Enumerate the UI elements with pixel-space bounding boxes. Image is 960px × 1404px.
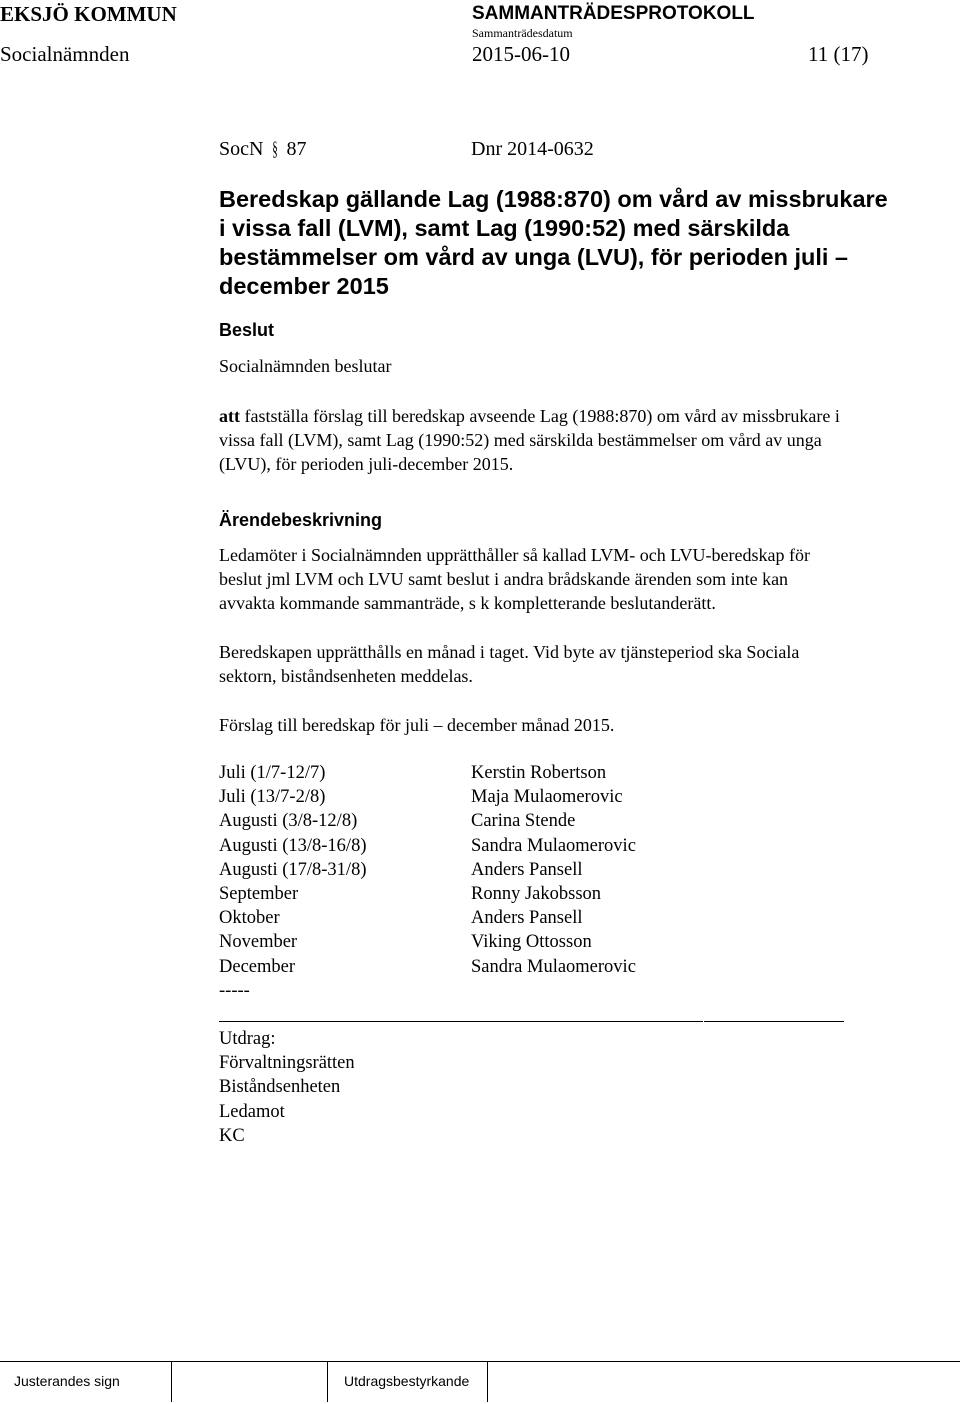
paragraph-line: beslut jml LVM och LVU samt beslut i andra brådskande ärenden som inte kan [219,569,789,589]
footer-separator [171,1362,172,1402]
schedule-person: Maja Mulaomerovic [471,787,623,808]
organization-name: EKSJÖ KOMMUN [0,2,177,26]
schedule-period: November [219,932,298,953]
schedule-period: Oktober [219,908,280,929]
schedule-end-marker: ----- [219,980,250,1001]
section-divider [219,1021,703,1022]
page-number: 11 (17) [808,42,869,66]
section-prefix: SocN [219,138,264,160]
schedule-person: Carina Stende [471,811,576,832]
section-number: 87 [286,138,307,160]
distribution-heading: Utdrag: [219,1029,276,1049]
decision-maker: Socialnämnden beslutar [219,356,392,376]
title-line: Beredskap gällande Lag (1988:870) om vård av missbrukare [219,186,888,212]
schedule-persons [471,761,636,979]
schedule-person: Anders Pansell [471,908,583,929]
title-line: december 2015 [219,273,389,299]
paragraph-line: Beredskapen upprätthålls en månad i taget. Vid byte av tjänsteperiod ska Sociala [219,642,800,662]
paragraph-line: Förslag till beredskap för juli – december månad 2015. [219,715,615,735]
schedule-person: Anders Pansell [471,859,583,880]
distribution-recipient: Ledamot [219,1101,285,1122]
signature-label: Justerandes sign [14,1373,120,1389]
decision-line [219,404,840,428]
schedule-periods [219,761,366,1003]
schedule-person: Viking Ottosson [471,932,592,953]
diary-number: Dnr 2014-0632 [471,138,594,160]
paragraph-line: Ledamöter i Socialnämnden upprätthåller så kallad LVM- och LVU-beredskap för [219,545,810,565]
schedule-period: Augusti (3/8-12/8) [219,811,358,832]
section-divider-accent [704,1021,844,1022]
meeting-date-label: Sammanträdesdatum [472,26,573,40]
document-type: SAMMANTRÄDESPROTOKOLL [472,3,755,24]
page-title [219,185,888,301]
schedule-period: September [219,884,299,905]
section-symbol: § [272,138,279,160]
distribution-recipient: KC [219,1125,245,1146]
committee-name: Socialnämnden [0,42,130,66]
paragraph-line: avvakta kommande sammanträde, s k kompletterande beslutanderätt. [219,593,716,613]
schedule-period: Juli (1/7-12/7) [219,763,326,783]
schedule-person: Kerstin Robertson [471,763,607,783]
schedule-period: Augusti (13/8-16/8) [219,835,367,856]
att-keyword: att [219,406,240,426]
title-line: i vissa fall (LVM), samt Lag (1990:52) med särskilda [219,215,790,241]
certification-label: Utdragsbestyrkande [344,1373,470,1389]
title-line: bestämmelser om vård av unga (LVU), för perioden juli – [219,244,848,270]
decision-heading: Beslut [219,320,275,340]
distribution-list [219,1027,355,1148]
decision-line-text: fastställa förslag till beredskap avseende Lag (1988:870) om vård av missbrukare i [240,406,840,426]
schedule-period: Augusti (17/8-31/8) [219,859,367,880]
description-paragraph [219,543,810,615]
section-reference [219,138,306,161]
meeting-date: 2015-06-10 [472,42,570,66]
schedule-person: Sandra Mulaomerovic [471,956,636,977]
proposal-intro [219,713,614,737]
decision-line: (LVU), för perioden juli-december 2015. [219,454,514,474]
decision-line: vissa fall (LVM), samt Lag (1990:52) med särskilda bestämmelser om vård av unga [219,430,822,450]
footer-separator [327,1362,328,1402]
footer-divider [0,1361,960,1362]
description-paragraph [219,640,799,688]
decision-text [219,404,840,476]
schedule-period: December [219,956,296,977]
paragraph-line: sektorn, biståndsenheten meddelas. [219,666,473,686]
distribution-recipient: Biståndsenheten [219,1077,341,1098]
schedule-person: Ronny Jakobsson [471,884,602,905]
distribution-recipient: Förvaltningsrätten [219,1053,355,1074]
schedule-period: Juli (13/7-2/8) [219,787,326,808]
description-heading: Ärendebeskrivning [219,510,383,530]
footer-separator [487,1362,488,1402]
schedule-person: Sandra Mulaomerovic [471,835,636,856]
